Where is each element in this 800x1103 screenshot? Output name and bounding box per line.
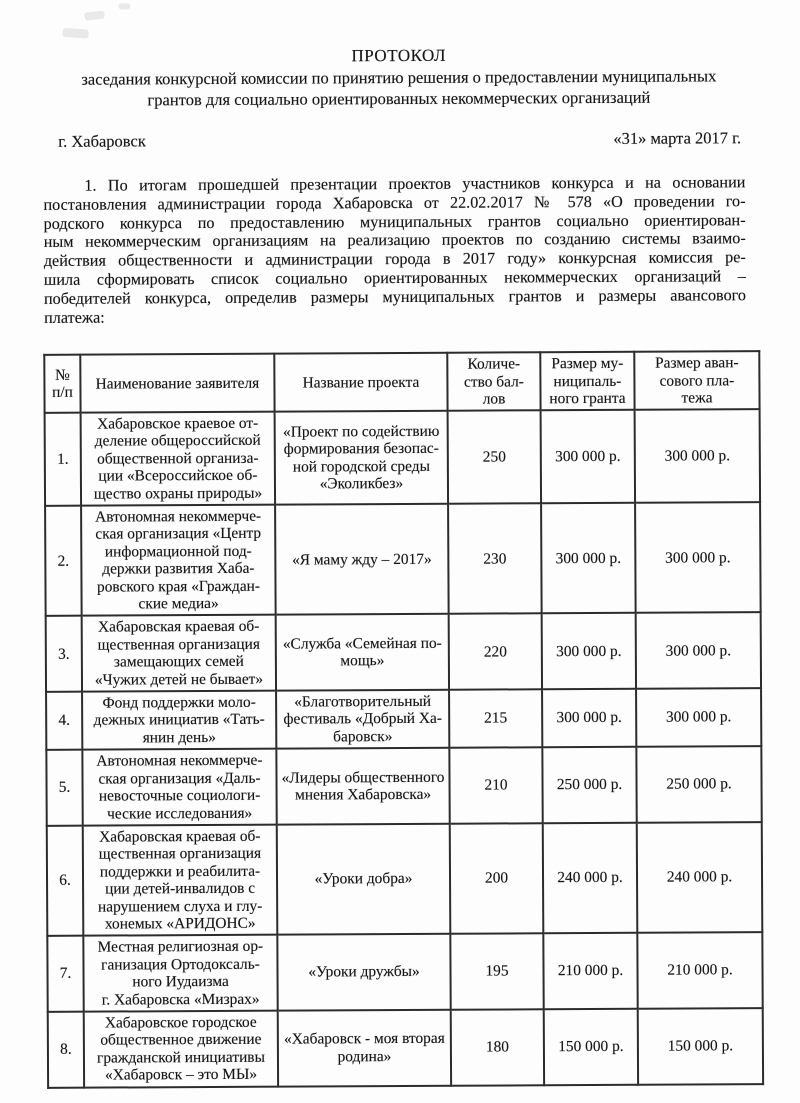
header-score: Количе- ство бал- лов <box>447 353 540 411</box>
scan-artifact <box>118 3 130 9</box>
paragraph-line: шила сформировать список социально ориентированных некоммерческих организаций – <box>43 267 746 289</box>
grant-amount: 240 000 р. <box>543 823 638 934</box>
score-value: 180 <box>451 1009 544 1085</box>
document-title: ПРОТОКОЛ <box>351 45 447 66</box>
project-name: «Проект по содействию формирования безопас- ной городской среды «Эколикбез» <box>275 411 448 505</box>
document-header <box>0 0 799 111</box>
paragraph-line: ным некоммерческим организациям на реализацию проектов по созданию системы взаимо- <box>43 229 746 252</box>
grant-amount: 300 000 р. <box>542 613 636 689</box>
advance-amount: 240 000 р. <box>637 822 763 933</box>
row-number: 3. <box>46 616 82 692</box>
advance-amount: 300 000 р. <box>636 688 761 747</box>
score-value: 215 <box>449 689 542 748</box>
table-header-row <box>44 351 759 412</box>
decision-paragraph <box>43 173 746 327</box>
row-number: 1. <box>45 413 81 506</box>
applicant-name: Хабаровская краевая об- щественная организация поддержки и реабилита- ции детей-инвалидов с нарушением слуха и глу- хонемых «АРИДОНС» <box>83 825 278 936</box>
score-value: 210 <box>449 748 542 824</box>
row-number: 5. <box>46 750 82 826</box>
project-name: «Хабаровск - моя вторая родина» <box>278 1010 451 1087</box>
table-row <box>47 822 763 936</box>
row-number: 4. <box>46 692 82 750</box>
advance-amount: 150 000 р. <box>638 1008 763 1084</box>
paragraph-line: 1. По итогам прошедшей презентации проектов участников конкурса и на основании <box>84 173 746 195</box>
applicant-name: Фонд поддержки моло- дежных инициатив «Тать- янин день» <box>82 691 276 750</box>
project-name: «Благотворительный фестиваль «Добрый Ха- баровск» <box>276 690 449 749</box>
header-project: Название проекта <box>274 353 447 412</box>
applicant-name: Местная религиозная ор- ганизация Ортодоксаль- ного Иудаизма г. Хабаровска «Мизрах» <box>83 935 277 1012</box>
row-number: 2. <box>45 506 82 617</box>
table-row <box>45 502 761 616</box>
header-applicant: Наименование заявителя <box>80 354 274 413</box>
document-subtitle: заседания конкурсной комиссии по принятию решения о предоставлении муниципальных грантов для социально ориентированных некоммерческих организаций <box>81 66 717 110</box>
project-name: «Уроки добра» <box>277 824 451 935</box>
paragraph-line: постановления администрации города Хабаровска от 22.02.2017 № 578 «О проведении го- <box>43 191 746 214</box>
row-number: 7. <box>47 936 83 1012</box>
scan-artifact <box>62 28 89 39</box>
advance-amount: 300 000 р. <box>635 409 760 503</box>
grant-amount: 250 000 р. <box>542 747 636 823</box>
row-number: 6. <box>47 826 84 937</box>
project-name: «Служба «Семейная по- мощь» <box>276 614 449 691</box>
header-advance: Размер аван- сового пла- тежа <box>634 351 759 409</box>
grant-amount: 300 000 р. <box>541 503 636 614</box>
table-row <box>48 1008 763 1087</box>
table-row <box>47 932 762 1011</box>
applicant-name: Автономная некоммерче- ская организация «Даль- невосточные социологи- ческие исследования» <box>82 749 276 826</box>
advance-amount: 210 000 р. <box>637 932 762 1008</box>
advance-amount: 300 000 р. <box>635 502 761 613</box>
applicant-name: Хабаровская краевая об- щественная организация замещающих семей «Чужих детей не бывает» <box>82 615 276 692</box>
score-value: 195 <box>450 934 543 1010</box>
row-number: 8. <box>48 1012 84 1088</box>
grant-amount: 210 000 р. <box>543 933 637 1009</box>
project-name: «Я маму жду – 2017» <box>275 504 449 615</box>
score-value: 200 <box>450 823 544 934</box>
applicant-name: Автономная некоммерче- ская организация «Центр информационной под- держки развития Хаба- ровского края «Граждан- ские медиа» <box>81 505 276 616</box>
score-value: 230 <box>448 503 542 614</box>
advance-amount: 250 000 р. <box>636 746 761 822</box>
grant-amount: 300 000 р. <box>542 689 636 748</box>
project-name: «Лидеры общественного мнения Хабаровска» <box>276 748 449 825</box>
paragraph-line: победителей конкурса, определив размеры муниципальных грантов и размеры авансового <box>43 285 747 308</box>
paragraph-line: действия общественности и администрации города в 2017 году» конкурсная комиссия ре- <box>43 248 746 271</box>
grant-amount: 300 000 р. <box>541 410 635 504</box>
document-date: «31» марта 2017 г. <box>613 128 742 148</box>
score-value: 250 <box>448 410 541 504</box>
score-value: 220 <box>449 614 542 690</box>
table-row <box>46 746 761 825</box>
project-name: «Уроки дружбы» <box>277 934 450 1011</box>
header-grant: Размер му- ниципаль- ного гранта <box>540 352 634 410</box>
grants-table <box>43 350 764 1088</box>
document-city: г. Хабаровск <box>58 131 146 151</box>
table-row <box>46 688 761 750</box>
paragraph-line: родского конкурса по предоставлению муниципальных грантов социально ориентирован- <box>43 210 746 233</box>
table-row <box>45 409 760 506</box>
applicant-name: Хабаровское городское общественное движение гражданской инициативы «Хабаровск – это МЫ» <box>84 1011 278 1088</box>
advance-amount: 300 000 р. <box>636 613 761 689</box>
paragraph-line: платежа: <box>44 308 105 327</box>
applicant-name: Хабаровское краевое от- деление общероссийской общественной организа- ции «Всероссийское об- щество охраны природы» <box>81 412 275 506</box>
table-row <box>46 613 761 692</box>
place-date-row <box>0 128 799 152</box>
grant-amount: 150 000 р. <box>544 1009 638 1085</box>
header-number: № п/п <box>44 355 80 413</box>
